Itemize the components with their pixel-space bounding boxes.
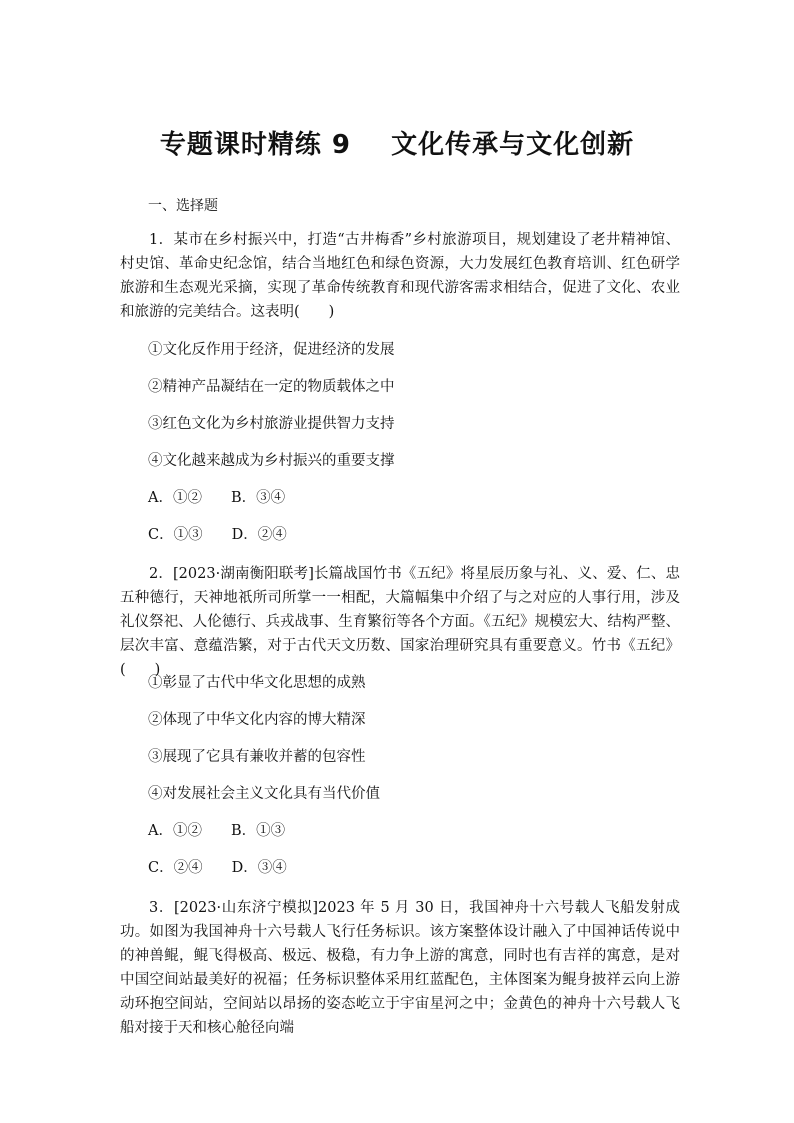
question-2-item-1: ①彰显了古代中华文化思想的成熟 bbox=[148, 675, 366, 691]
question-1-item-4: ④文化越来越成为乡村振兴的重要支撑 bbox=[148, 453, 395, 469]
question-1-choices-row-1: A．①② B．③④ bbox=[148, 490, 286, 506]
question-2-choices-row-2: C．②④ D．③④ bbox=[148, 860, 287, 876]
question-1-stem: 1．某市在乡村振兴中，打造“古井梅香”乡村旅游项目，规划建设了老井精神馆、村史馆、革命史纪念馆，结合当地红色和绿色资源，大力发展红色教育培训、红色研学旅游和生态观光采摘，实现了革命传统教育和现代游客需求相结合，促进了文化、农业和旅游的完美结合。这表明( ) bbox=[120, 232, 680, 320]
question-2-item-4: ④对发展社会主义文化具有当代价值 bbox=[148, 786, 380, 802]
question-2-item-3: ③展现了它具有兼收并蓄的包容性 bbox=[148, 749, 366, 765]
page-title: 专题课时精练 9 文化传承与文化创新 bbox=[159, 130, 635, 160]
question-2-item-2: ②体现了中华文化内容的博大精深 bbox=[148, 712, 366, 728]
section-heading: 一、选择题 bbox=[148, 198, 218, 214]
question-1-item-1: ①文化反作用于经济，促进经济的发展 bbox=[148, 342, 395, 358]
question-1-choices-row-2: C．①③ D．②④ bbox=[148, 527, 287, 543]
question-1-item-3: ③红色文化为乡村旅游业提供智力支持 bbox=[148, 416, 395, 432]
question-2-stem: 2．[2023·湖南衡阳联考]长篇战国竹书《五纪》将星辰历象与礼、义、爱、仁、忠五种德行，天神地祇所司所掌一一相配，大篇幅集中介绍了与之对应的人事行用，涉及礼仪祭祀、人伦德行、兵戎战事、生育繁衍等各个方面。《五纪》规模宏大、结构严整、层次丰富、意蕴浩繁，对于古代天文历数、国家治理研究具有重要意义。竹书《五纪》( ) bbox=[120, 566, 680, 678]
question-1-item-2: ②精神产品凝结在一定的物质载体之中 bbox=[148, 379, 395, 395]
question-3-stem: 3．[2023·山东济宁模拟]2023 年 5 月 30 日，我国神舟十六号载人飞船发射成功。如图为我国神舟十六号载人飞行任务标识。该方案整体设计融入了中国神话传说中的神兽鲲，鲲飞得极高、极远、极稳，有力争上游的寓意，同时也有吉祥的寓意，是对中国空间站最美好的祝福；任务标识整体采用红蓝配色，主体图案为鲲身披祥云向上游动环抱空间站，空间站以昂扬的姿态屹立于宇宙星河之中；金黄色的神舟十六号载人飞船对接于天和核心舱径向端 bbox=[120, 900, 680, 1036]
question-2-choices-row-1: A．①② B．①③ bbox=[148, 823, 286, 839]
